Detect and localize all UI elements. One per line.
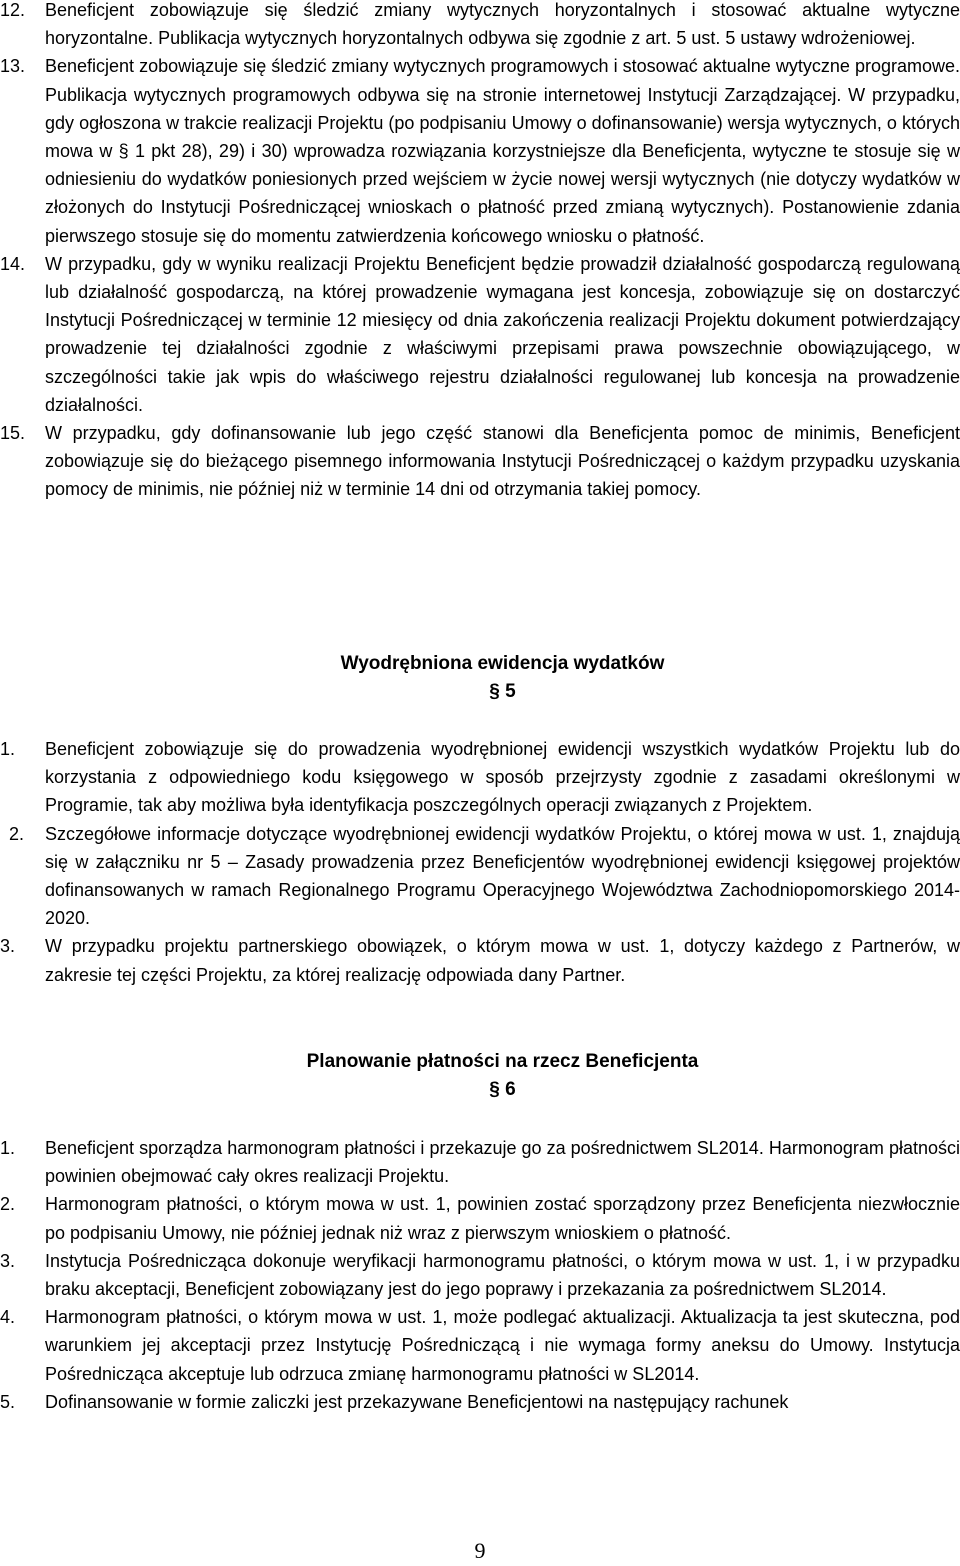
item-text: Beneficjent sporządza harmonogram płatności i przekazuje go za pośrednictwem SL2014. Harmonogram płatności powinien obejmować cały okres realizacji Projektu. — [45, 1138, 960, 1187]
item-number: 1. — [0, 1138, 16, 1158]
item-number: 12. — [0, 0, 26, 20]
list-item — [0, 0, 960, 52]
item-number: 3. — [0, 936, 16, 957]
item-text: W przypadku, gdy dofinansowanie lub jego część stanowi dla Beneficjenta pomoc de minimis, Beneficjent zobowiązuje się do bieżącego pisemnego informowania Instytucji Pośredniczącej o każdym przypadku uzyskania pomocy de minimis, nie później niż w terminie 14 dni od otrzymania takiej pomocy. — [45, 423, 960, 500]
item-text: Beneficjent zobowiązuje się śledzić zmiany wytycznych programowych i stosować aktualne wytyczne programowe. Publikacja wytycznych programowych odbywa się na stronie internetowej Instytucji Zarządzającej. W przypadku, gdy ogłoszona w trakcie realizacji Projektu (po podpisaniu Umowy o dofinansowanie) wersja wytycznych, o których mowa w § 1 pkt 28), 29) i 30) wprowadza rozwiązania korzystniejsze dla Beneficjenta, wytyczne te stosuje się w odniesieniu do wydatków poniesionych przed wejściem w życie nowej wersji wytycznych (nie dotyczy wydatków w złożonych do Instytucji Pośredniczącej wnioskach o płatność przed zmianą wytycznych). Postanowienie zdania pierwszego stosuje się do momentu zatwierdzenia końcowego wniosku o płatność. — [45, 56, 960, 246]
item-number: 2. — [9, 823, 25, 844]
item-number: 5. — [0, 1391, 16, 1412]
list-item — [0, 1388, 960, 1416]
section-heading: Planowanie płatności na rzecz Beneficjenta — [306, 1051, 699, 1072]
list-item — [0, 820, 960, 933]
item-number: 1. — [0, 739, 16, 759]
page-number: 9 — [474, 1538, 486, 1563]
item-number: 3. — [0, 1250, 16, 1271]
list-item — [0, 1303, 960, 1388]
item-text: Beneficjent zobowiązuje się śledzić zmiany wytycznych horyzontalnych i stosować aktualne wytyczne horyzontalne. Publikacja wytycznych horyzontalnych odbywa się zgodnie z art. 5 ust. 5 ustawy wdrożeniowej. — [45, 0, 960, 49]
section-mark: § 6 — [489, 1079, 516, 1100]
list-item — [0, 932, 960, 988]
item-text: W przypadku, gdy w wyniku realizacji Projektu Beneficjent będzie prowadził działalność gospodarczą regulowaną lub działalność gospodarczą, na której prowadzenie wymagana jest koncesja, zobowiązuje się on dostarczyć Instytucji Pośredniczącej w terminie 12 miesięcy od dnia zakończenia realizacji Projektu dokument potwierdzający prowadzenie tej działalności zgodnie z właściwymi przepisami prawa powszechnie obowiązującego, w szczególności takie jak wpis do właściwego rejestru działalności regulowanej lub koncesja na prowadzenie działalności. — [45, 253, 960, 415]
item-number: 15. — [0, 423, 26, 444]
section-6 — [0, 1048, 960, 1104]
item-number: 2. — [0, 1194, 16, 1215]
item-text: Dofinansowanie w formie zaliczki jest przekazywane Beneficjentowi na następujący rachunek — [45, 1391, 789, 1412]
item-text: Instytucja Pośrednicząca dokonuje weryfikacji harmonogramu płatności, o którym mowa w ust. 1, i w przypadku braku akceptacji, Beneficjent zobowiązany jest do jego poprawy i przekazania za pośrednictwem SL2014. — [45, 1250, 960, 1300]
section-mark: § 5 — [489, 681, 516, 702]
list-item — [0, 1247, 960, 1303]
item-number: 4. — [0, 1307, 16, 1328]
list-item — [0, 1134, 960, 1190]
items-continuation — [0, 0, 960, 504]
list-item — [0, 735, 960, 820]
section-heading: Wyodrębniona ewidencja wydatków — [340, 653, 665, 674]
list-item — [0, 1190, 960, 1246]
item-number: 14. — [0, 253, 26, 274]
item-text: Beneficjent zobowiązuje się do prowadzenia wyodrębnionej ewidencji wszystkich wydatków Projektu lub do korzystania z odpowiedniego kodu księgowego w sposób przejrzysty zgodnie z zasadami określonymi w Programie, tak aby możliwa była identyfikacja poszczególnych operacji związanych z Projektem. — [45, 739, 960, 816]
list-item — [0, 52, 960, 249]
section-5-items — [0, 735, 960, 989]
list-item — [0, 250, 960, 419]
item-text: Harmonogram płatności, o którym mowa w ust. 1, może podlegać aktualizacji. Aktualizacja ta jest skuteczna, pod warunkiem jej akceptacji przez Instytucję Pośredniczącą i nie wymaga formy aneksu do Umowy. Instytucja Pośrednicząca akceptuje lub odrzuca zmianę harmonogramu płatności w SL2014. — [45, 1307, 960, 1384]
item-text: Harmonogram płatności, o którym mowa w ust. 1, powinien zostać sporządzony przez Beneficjenta niezwłocznie po podpisaniu Umowy, nie później jednak niż wraz z pierwszym wnioskiem o płatność. — [45, 1194, 960, 1243]
list-item — [0, 419, 960, 504]
item-text: W przypadku projektu partnerskiego obowiązek, o którym mowa w ust. 1, dotyczy każdego z Partnerów, w zakresie tej części Projektu, za której realizację odpowiada dany Partner. — [45, 936, 960, 985]
item-text: Szczegółowe informacje dotyczące wyodrębnionej ewidencji wydatków Projektu, o której mowa w ust. 1, znajdują się w załączniku nr 5 – Zasady prowadzenia przez Beneficjentów wyodrębnionej ewidencji księgowej projektów dofinansowanych w ramach Regionalnego Programu Operacyjnego Województwa Zachodniopomorskiego 2014-2020. — [45, 823, 960, 929]
section-6-items — [0, 1134, 960, 1416]
item-number: 13. — [0, 56, 26, 77]
section-5 — [0, 650, 960, 706]
